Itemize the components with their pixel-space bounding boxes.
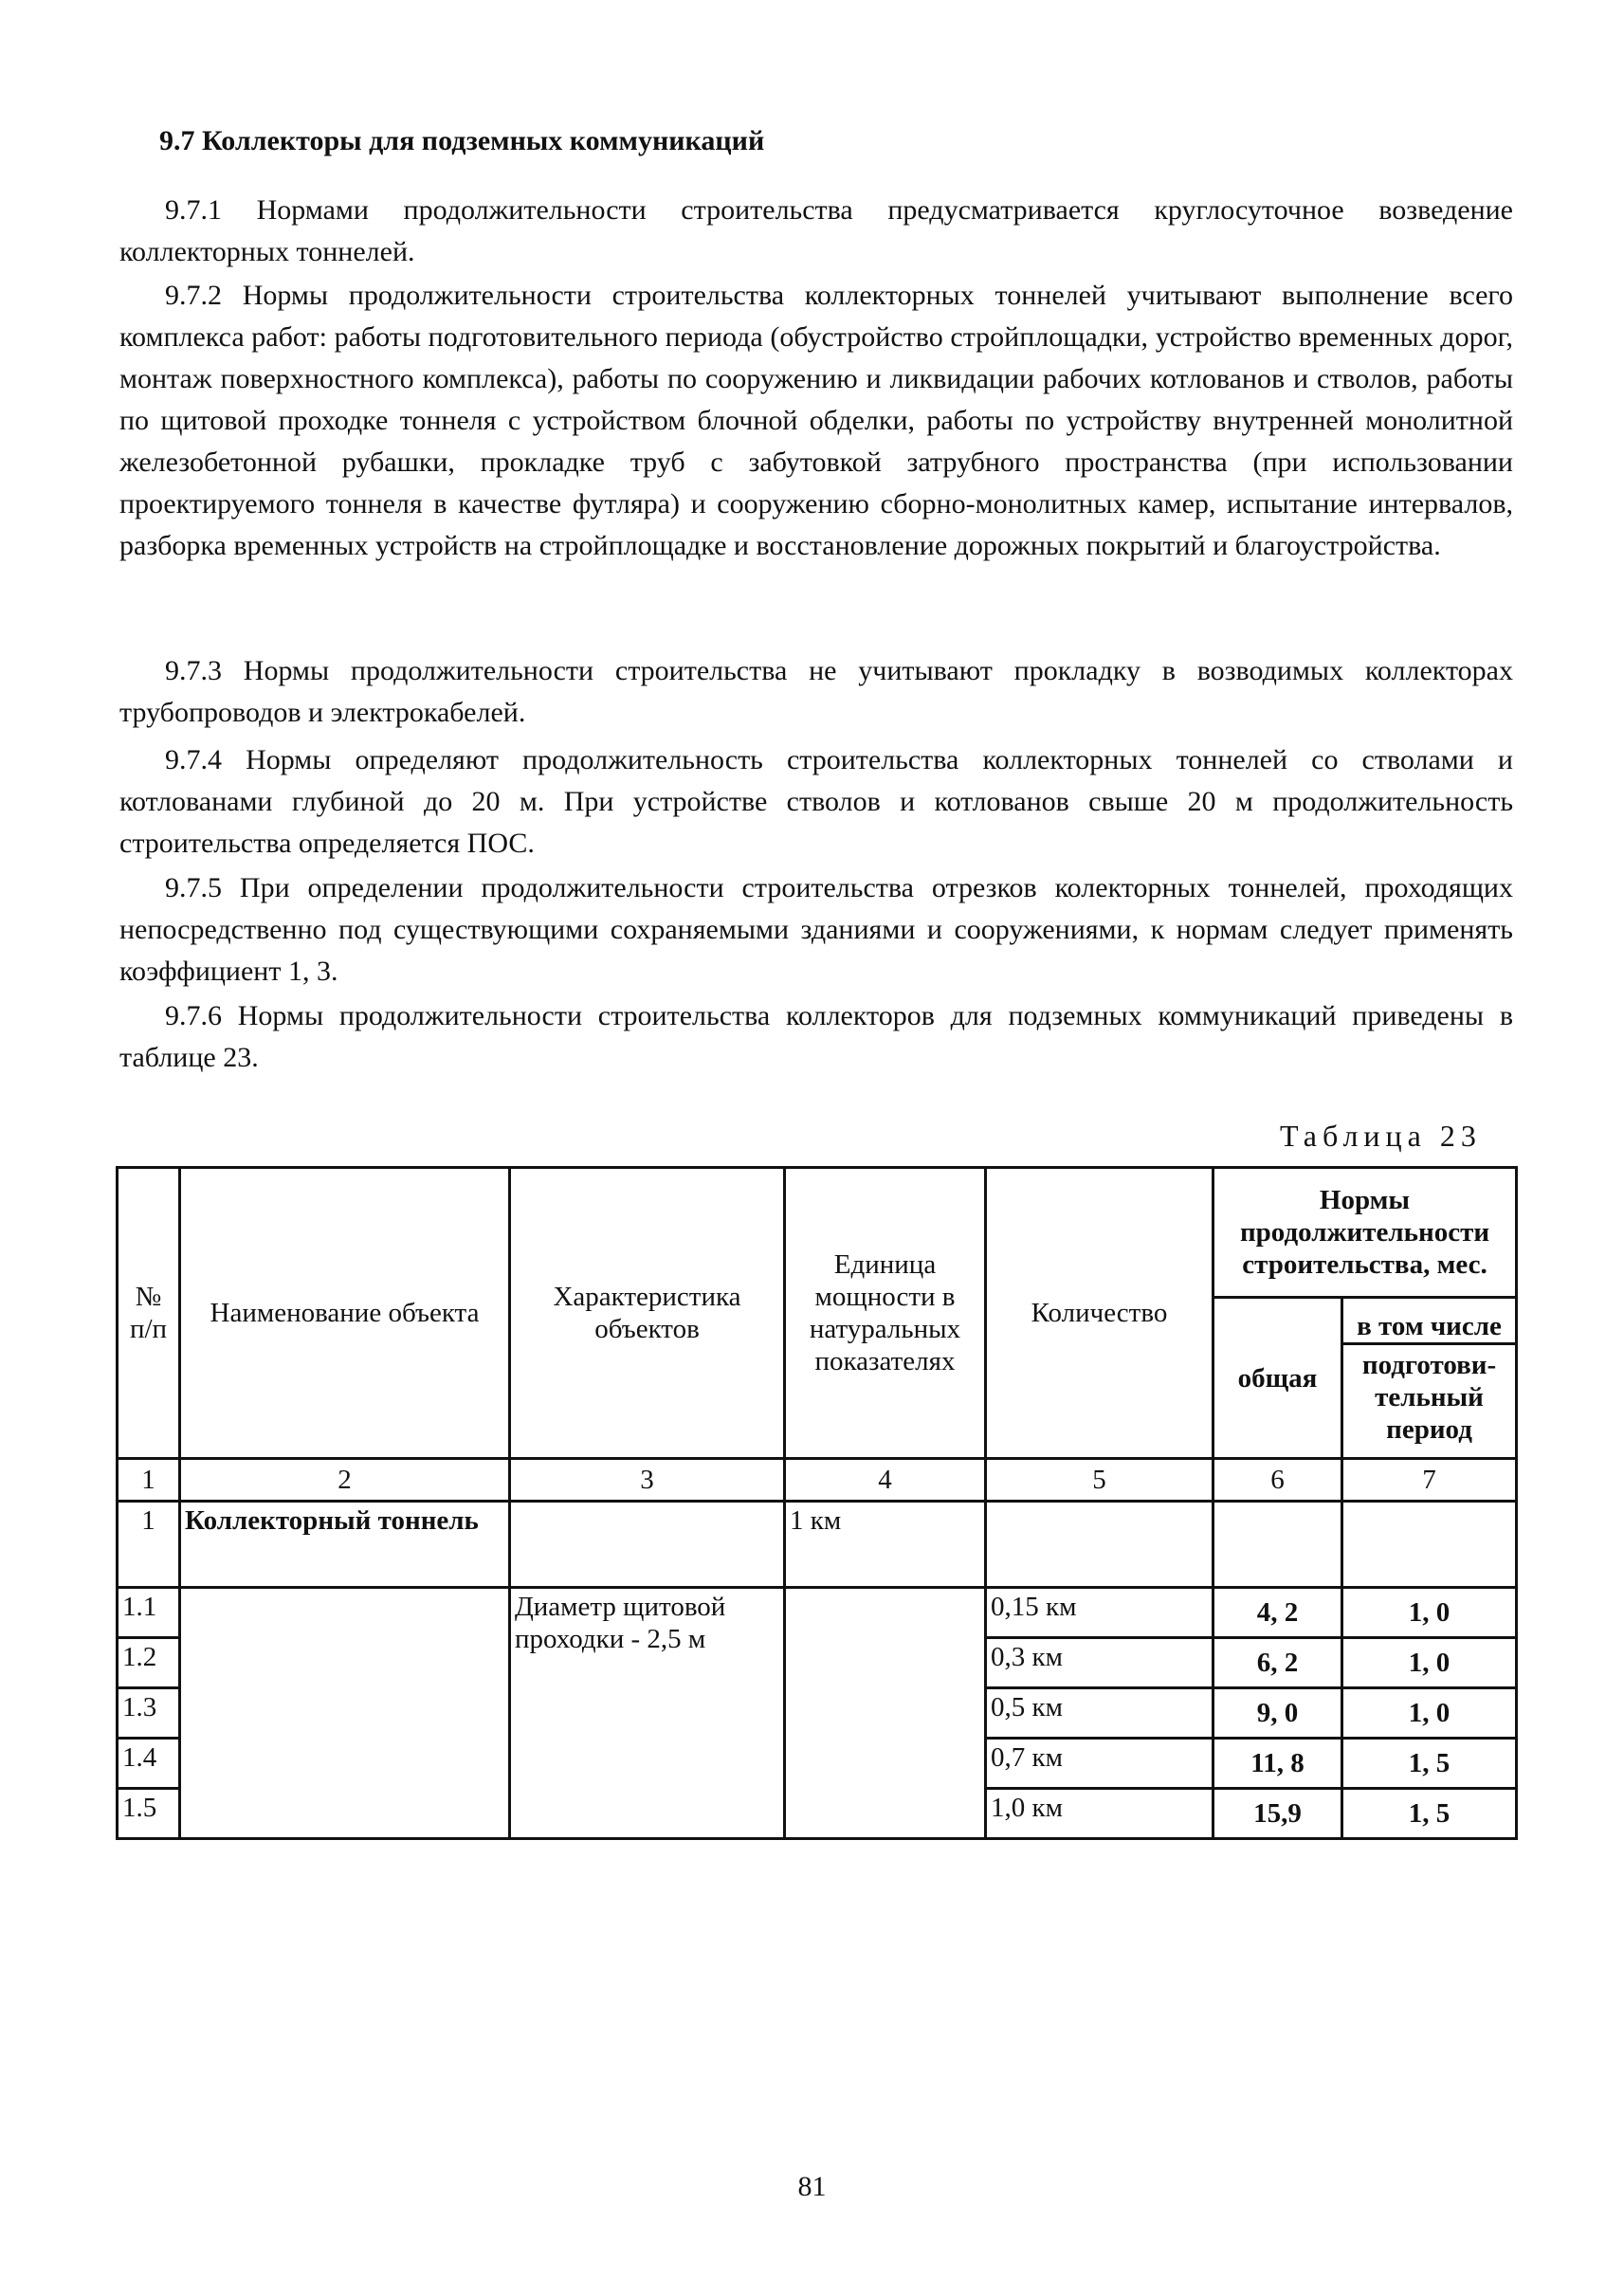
- table-caption: Таблица 23: [1280, 1119, 1482, 1153]
- row-prep: 1, 0: [1342, 1588, 1517, 1638]
- norms-table: [116, 1166, 1518, 1840]
- paragraph-9-7-2: [119, 275, 1513, 567]
- paragraph-text: 9.7.2 Нормы продолжительности строительства коллекторных тоннелей учитывают выполнение всего комплекса работ: работы подготовительного периода (обустройство стройплощадки, устройство временных дорог, монтаж поверхностного комплекса), работы по сооружению и ликвидации рабочих котлованов и стволов, работы по щитовой проходке тоннеля с устройством блочной обделки, работы по устройству внутренней монолитной железобетонной рубашки, прокладке труб с забутовкой затрубного пространства (при использовании проектируемого тоннеля в качестве футляра) и сооружению сборно-монолитных камер, испытание интервалов, разборка временных устройств на стройплощадке и восстановление дорожных покрытий и благоустройства.: [119, 280, 1513, 561]
- row-prep: 1, 0: [1342, 1638, 1517, 1688]
- row-unit-empty: [785, 1588, 986, 1839]
- header-prep: подготови-тельный период: [1361, 1350, 1497, 1445]
- row-total: 11, 8: [1213, 1739, 1342, 1789]
- paragraph-text: 9.7.3 Нормы продолжительности строительства не учитывают прокладку в возводимых коллекторах трубопроводов и электрокабелей.: [119, 655, 1513, 728]
- row-quantity: 0,15 км: [986, 1588, 1213, 1638]
- row-num: 1.3: [118, 1688, 180, 1739]
- page-number: 81: [797, 2171, 827, 2202]
- column-number: 2: [180, 1459, 510, 1502]
- header-total: общая: [1213, 1298, 1342, 1459]
- column-number: 1: [118, 1459, 180, 1502]
- header-num: № п/п: [118, 1168, 180, 1459]
- row-prep-empty: [1342, 1502, 1517, 1588]
- paragraph-text: 9.7.1 Нормами продолжительности строительства предусматривается круглосуточное возведение коллекторных тоннелей.: [119, 194, 1513, 267]
- paragraph-9-7-1: [119, 190, 1513, 273]
- paragraph-9-7-5: [119, 867, 1513, 993]
- row-num: 1: [118, 1502, 180, 1588]
- row-prep: 1, 5: [1342, 1739, 1517, 1789]
- header-norms: Нормы продолжительности строительства, мес.: [1213, 1168, 1517, 1298]
- row-prep: 1, 5: [1342, 1789, 1517, 1839]
- paragraph-text: 9.7.4 Нормы определяют продолжительность строительства коллекторных тоннелей со стволами и котлованами глубиной до 20 м. При устройстве стволов и котлованов свыше 20 м продолжительность строительства определяется ПОС.: [119, 744, 1513, 859]
- column-number: 7: [1342, 1459, 1517, 1502]
- header-characteristic: Характеристика объектов: [510, 1168, 785, 1459]
- header-including: в том числе: [1343, 1310, 1515, 1345]
- row-total: 4, 2: [1213, 1588, 1342, 1638]
- row-unit: 1 км: [785, 1502, 986, 1588]
- paragraph-9-7-6: [119, 995, 1513, 1079]
- row-total-empty: [1213, 1502, 1342, 1588]
- row-num: 1.2: [118, 1638, 180, 1688]
- row-characteristic-empty: [510, 1502, 785, 1588]
- paragraph-text: 9.7.5 При определении продолжительности строительства отрезков колекторных тоннелей, проходящих непосредственно под существующими сохраняемыми зданиями и сооружениями, к нормам следует применять коэффициент 1, 3.: [119, 872, 1513, 987]
- row-name: Коллекторный тоннель: [180, 1502, 510, 1588]
- column-number: 3: [510, 1459, 785, 1502]
- paragraph-9-7-4: [119, 739, 1513, 865]
- row-total: 15,9: [1213, 1789, 1342, 1839]
- row-total: 6, 2: [1213, 1638, 1342, 1688]
- row-prep: 1, 0: [1342, 1688, 1517, 1739]
- row-total: 9, 0: [1213, 1688, 1342, 1739]
- section-heading: 9.7 Коллекторы для подземных коммуникаций: [159, 125, 765, 156]
- table-row: [118, 1502, 1517, 1588]
- table-row: [118, 1588, 1517, 1638]
- header-including-cell: [1342, 1298, 1517, 1459]
- column-number: 4: [785, 1459, 986, 1502]
- column-number: 5: [986, 1459, 1213, 1502]
- row-quantity-empty: [986, 1502, 1213, 1588]
- header-name: Наименование объекта: [180, 1168, 510, 1459]
- row-characteristic: Диаметр щитовой проходки - 2,5 м: [510, 1588, 785, 1839]
- row-num: 1.4: [118, 1739, 180, 1789]
- row-quantity: 0,3 км: [986, 1638, 1213, 1688]
- row-num: 1.5: [118, 1789, 180, 1839]
- row-quantity: 1,0 км: [986, 1789, 1213, 1839]
- row-num: 1.1: [118, 1588, 180, 1638]
- header-unit: Единица мощности в натуральных показателях: [785, 1168, 986, 1459]
- column-numbers-row: [118, 1459, 1517, 1502]
- row-name-empty: [180, 1588, 510, 1839]
- table-header-row: [118, 1168, 1517, 1298]
- row-quantity: 0,5 км: [986, 1688, 1213, 1739]
- paragraph-text: 9.7.6 Нормы продолжительности строительства коллекторов для подземных коммуникаций приведены в таблице 23.: [119, 1000, 1513, 1073]
- header-quantity: Количество: [986, 1168, 1213, 1459]
- paragraph-9-7-3: [119, 650, 1513, 734]
- row-quantity: 0,7 км: [986, 1739, 1213, 1789]
- column-number: 6: [1213, 1459, 1342, 1502]
